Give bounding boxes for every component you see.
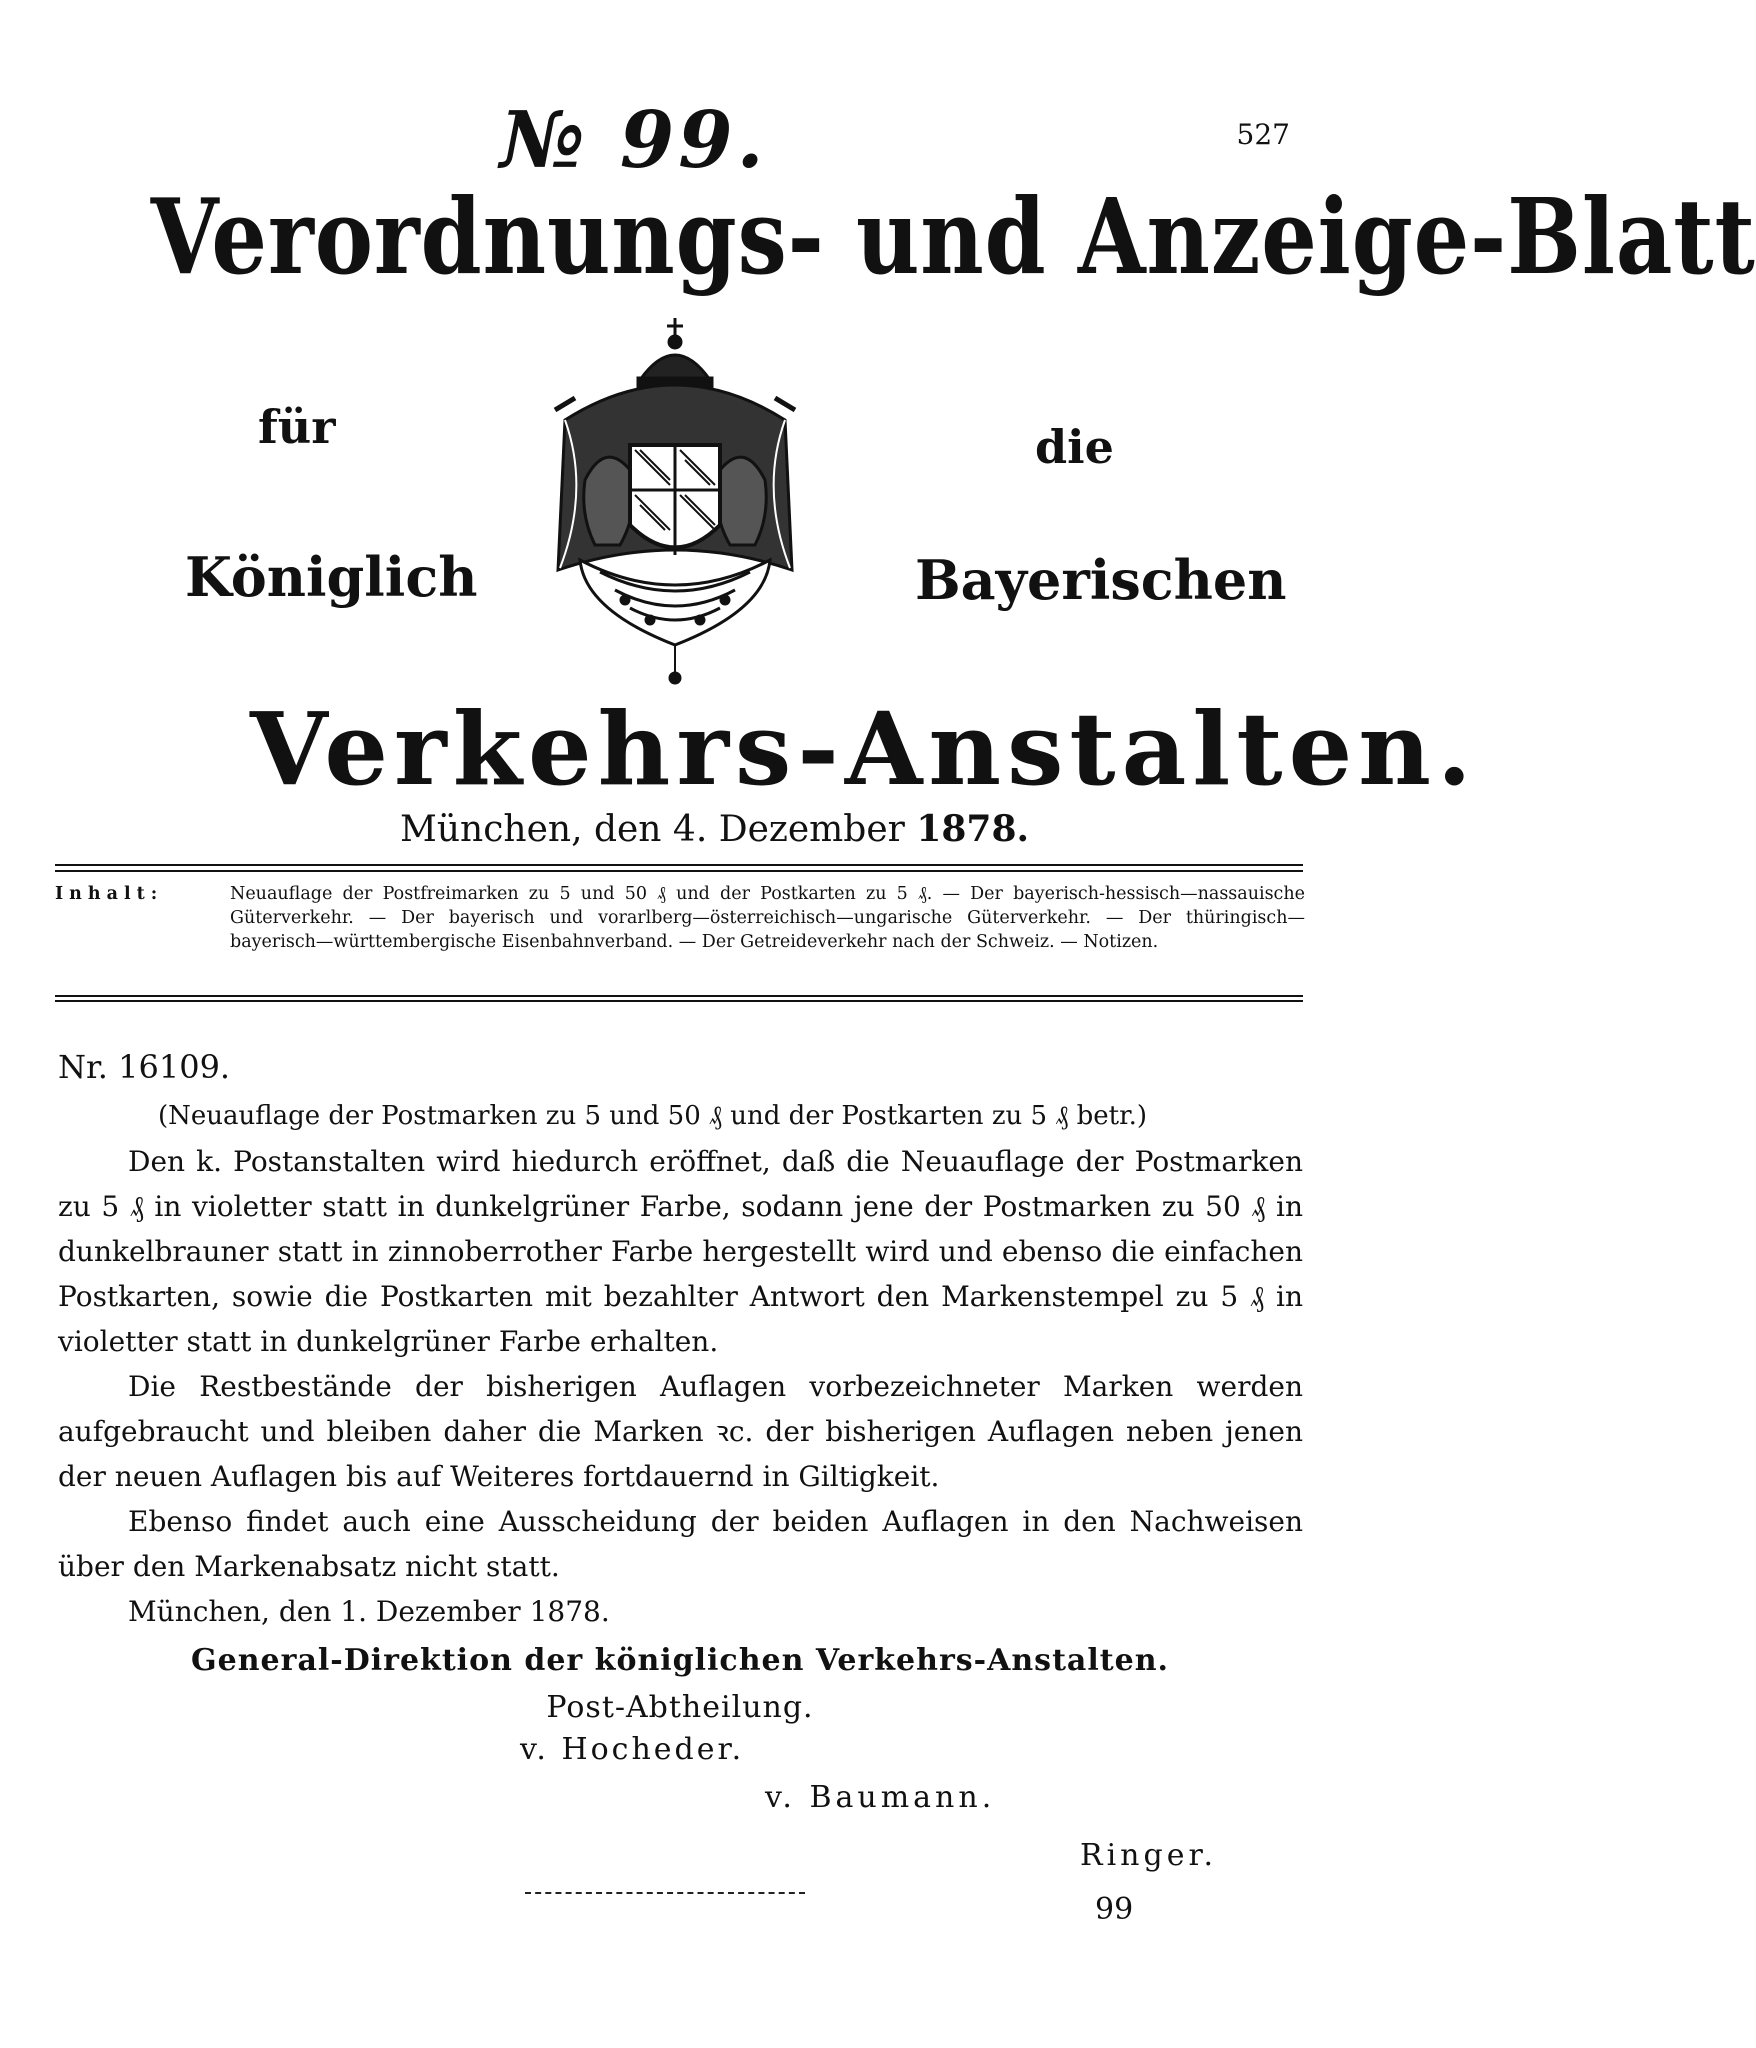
contents-text: Neuauflage der Postfreimarken zu 5 und 50 ₰ und der Postkarten zu 5 ₰. — Der bayerisch-hessisch—nassauische Güterverkehr. — Der bayerisch und vorarlberg—österreichisch—ungarische Güterverkehr. — Der thüringisch—bayerisch—württembergische Eisenbahnverband. — Der Getreideverkehr nach der Schweiz. — Notizen.	[230, 884, 1305, 952]
main-title: Verordnungs- und Anzeige-Blatt	[150, 175, 1756, 298]
signature-3: Ringer.	[1080, 1838, 1218, 1873]
end-divider	[525, 1892, 805, 1894]
signature-2: v. Baumann.	[765, 1780, 996, 1815]
contents-rule-top	[55, 995, 1303, 997]
title-word-bayerischen: Bayerischen	[915, 548, 1287, 612]
announcement-paragraph-3: Ebenso findet auch eine Ausscheidung der beiden Auflagen in den Nachweisen über den Markenabsatz nicht statt.	[58, 1505, 1303, 1583]
issue-date	[400, 808, 1030, 850]
announcement-paragraph-2: Die Restbestände der bisherigen Auflagen vorbezeichneter Marken werden aufgebraucht und bleiben daher die Marken ꝛc. der bisherigen Auflagen neben jenen der neuen Auflagen bis auf Weiteres fortdauernd in Giltigkeit.	[58, 1370, 1303, 1493]
announcement-number: Nr. 16109.	[58, 1048, 231, 1086]
coat-of-arms-icon	[530, 310, 820, 690]
issue-date-text: München, den 4. Dezember	[400, 809, 905, 850]
subtitle: Verkehrs-Anstalten.	[250, 690, 1478, 808]
announcement-subject: (Neuauflage der Postmarken zu 5 und 50 ₰ und der Postkarten zu 5 ₰ betr.)	[158, 1101, 1148, 1131]
sheet-number: 99	[1095, 1892, 1134, 1927]
header-rule-bottom	[55, 870, 1303, 872]
department: Post-Abtheilung.	[546, 1690, 814, 1725]
header-rule-top	[55, 864, 1303, 866]
title-word-die: die	[1035, 420, 1114, 474]
announcement-place-date: München, den 1. Dezember 1878.	[128, 1595, 610, 1628]
announcement-body	[58, 1045, 1303, 1634]
issue-number: № 99.	[500, 95, 768, 186]
page-number: 527	[1236, 118, 1290, 151]
title-word-koeniglich: Königlich	[185, 545, 478, 609]
title-word-fuer: für	[258, 400, 336, 454]
contents-rule-bottom	[55, 1000, 1303, 1002]
issuing-authority: General-Direktion der königlichen Verkehrs-Anstalten.	[191, 1643, 1169, 1678]
issue-year: 1878.	[916, 808, 1030, 850]
signature-1: v. Hocheder.	[520, 1732, 745, 1767]
contents-label: Inhalt:	[55, 884, 164, 904]
announcement-paragraph-1: Den k. Postanstalten wird hiedurch eröffnet, daß die Neuauflage der Postmarken zu 5 ₰ in violetter statt in dunkelgrüner Farbe, sodann jene der Postmarken zu 50 ₰ in dunkelbrauner statt in zinnoberrother Farbe hergestellt wird und ebenso die einfachen Postkarten, sowie die Postkarten mit bezahlter Antwort den Markenstempel zu 5 ₰ in violetter statt in dunkelgrüner Farbe erhalten.	[58, 1145, 1303, 1358]
